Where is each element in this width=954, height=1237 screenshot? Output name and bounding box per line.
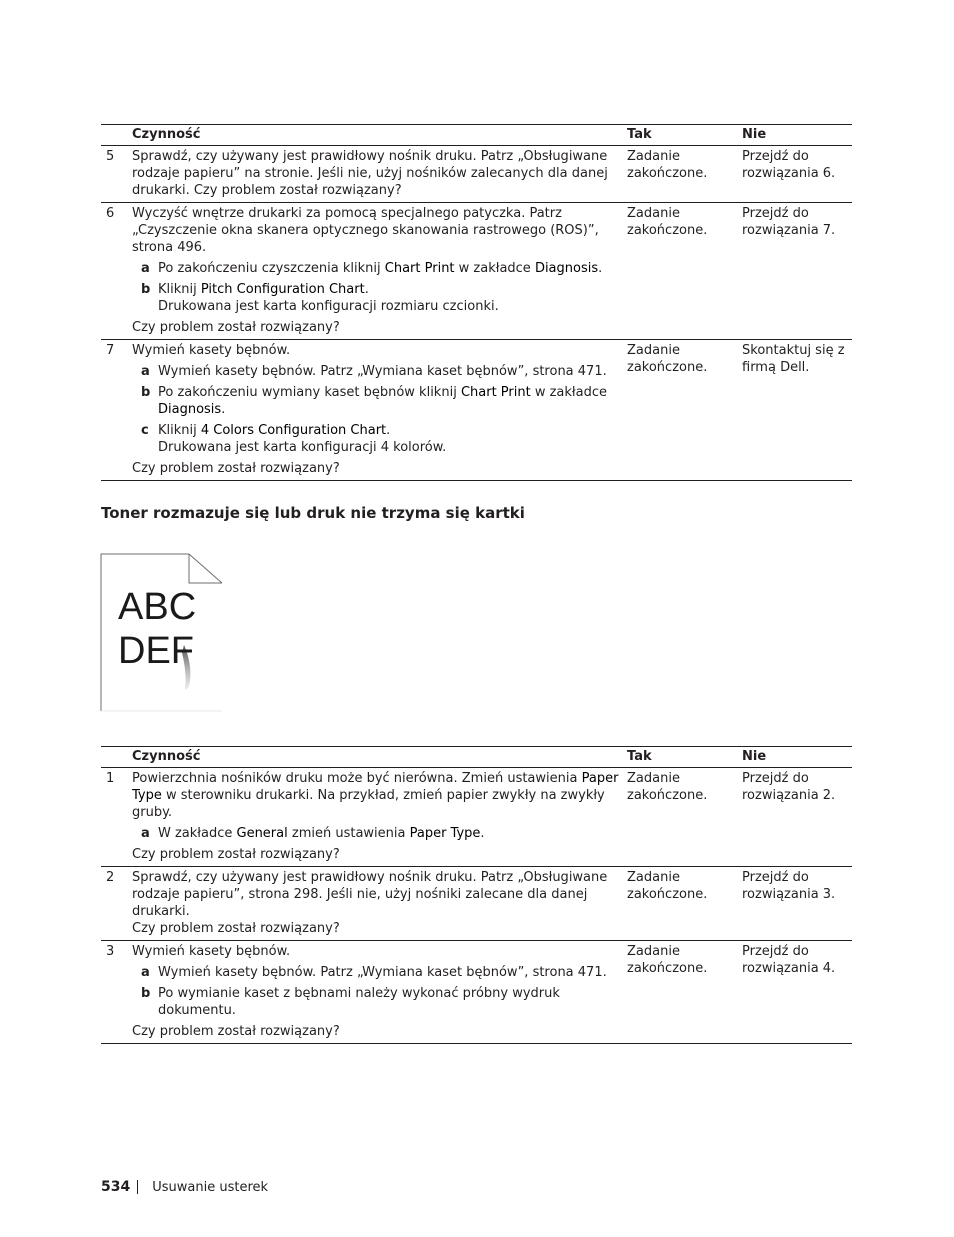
header-num [101, 747, 132, 768]
step-action [132, 768, 627, 867]
troubleshooting-table-1-wrapper [101, 124, 852, 481]
table-row [101, 203, 852, 340]
action-text: Wymień kasety bębnów. [132, 944, 291, 959]
question-text: Czy problem został rozwiązany? [132, 461, 340, 476]
text-fragment: . [480, 826, 485, 841]
header-yes: Tak [627, 747, 742, 768]
sub-step-text [158, 281, 627, 315]
troubleshooting-table-1 [101, 124, 852, 481]
action-text [132, 770, 627, 821]
step-no: Przejdź do rozwiązania 3. [742, 867, 852, 941]
sub-step-b [132, 985, 627, 1019]
ui-term-diagnosis: Diagnosis [534, 261, 599, 276]
question-text: Czy problem został rozwiązany? [132, 320, 340, 335]
sub-step-label: c [141, 423, 149, 438]
sub-step-label: a [141, 826, 150, 841]
table-row [101, 867, 852, 941]
table-header-row [101, 125, 852, 146]
ui-term-chart-print: Chart Print [384, 261, 455, 276]
table-row [101, 941, 852, 1044]
text-fragment: W zakładce [158, 826, 237, 841]
text-fragment: zmień ustawienia [287, 826, 410, 841]
sub-step-a [132, 363, 627, 380]
sub-step-a [132, 964, 627, 981]
sub-step-b [132, 384, 627, 418]
text-fragment: Drukowana jest karta konfiguracji rozmiaru czcionki. [158, 299, 499, 314]
question-text: Czy problem został rozwiązany? [132, 1024, 340, 1039]
step-action [132, 867, 627, 941]
step-number: 1 [106, 771, 115, 786]
text-fragment: Powierzchnia nośników druku może być nierówna. Zmień ustawienia [132, 771, 582, 786]
sub-step-label: a [141, 364, 150, 379]
ui-term-diagnosis: Diagnosis [158, 402, 222, 417]
step-number: 2 [101, 867, 132, 941]
ui-term-paper-type: Paper Type [132, 771, 619, 803]
page-footer [101, 1179, 268, 1195]
text-fragment: . [386, 423, 391, 438]
text-fragment: Kliknij [158, 423, 201, 438]
ui-term-4colors-chart: 4 Colors Configuration Chart [200, 423, 387, 438]
text-fragment: . [221, 402, 226, 417]
page-number: 534 [101, 1179, 131, 1195]
question-text: Czy problem został rozwiązany? [132, 921, 340, 936]
step-action [132, 941, 627, 1044]
sub-step-label: a [141, 261, 150, 276]
text-fragment: Kliknij [158, 282, 201, 297]
step-yes: Zadanie zakończone. [627, 867, 742, 941]
sample-text-abc: ABC [118, 586, 197, 628]
sample-text-def: DEF [118, 630, 194, 672]
question-text: Czy problem został rozwiązany? [132, 847, 340, 862]
text-fragment: Drukowana jest karta konfiguracji 4 kolorów. [158, 440, 447, 455]
step-yes: Zadanie zakończone. [627, 340, 742, 481]
sub-step-text [158, 384, 627, 418]
text-fragment: Po zakończeniu czyszczenia kliknij [158, 261, 385, 276]
troubleshooting-table-2-wrapper [101, 746, 852, 1044]
sub-step-a [132, 260, 627, 277]
header-action: Czynność [132, 747, 627, 768]
section-title: Toner rozmazuje się lub druk nie trzyma się kartki [101, 504, 525, 522]
sub-step-text: Po wymianie kaset z bębnami należy wykonać próbny wydruk dokumentu. [158, 986, 560, 1018]
step-yes: Zadanie zakończone. [627, 203, 742, 340]
sub-step-text [158, 825, 627, 842]
action-text: Wymień kasety bębnów. [132, 343, 291, 358]
table-header-row [101, 747, 852, 768]
ui-term-pitch-chart: Pitch Configuration Chart [200, 282, 365, 297]
table-row [101, 768, 852, 867]
sub-step-text [158, 422, 627, 456]
header-yes: Tak [627, 125, 742, 146]
sub-step-b [132, 281, 627, 315]
step-no: Przejdź do rozwiązania 4. [742, 941, 852, 1044]
text-fragment: . [364, 282, 369, 297]
sub-step-label: a [141, 965, 150, 980]
step-no: Skontaktuj się z firmą Dell. [742, 340, 852, 481]
ui-term-general: General [236, 826, 288, 841]
header-no: Nie [742, 747, 852, 768]
step-number: 6 [101, 203, 132, 340]
step-yes: Zadanie zakończone. [627, 941, 742, 1044]
sub-step-label: b [141, 282, 151, 297]
sub-step-text [158, 260, 627, 277]
step-number: 7 [101, 340, 132, 481]
text-fragment: Po zakończeniu wymiany kaset bębnów kliknij [158, 385, 461, 400]
ui-term-chart-print: Chart Print [460, 385, 531, 400]
ui-term-paper-type: Paper Type [409, 826, 481, 841]
text-fragment: w sterowniku drukarki. Na przykład, zmień papier zwykły na zwykły gruby. [132, 788, 605, 820]
step-yes: Zadanie zakończone. [627, 149, 708, 181]
step-action [132, 203, 627, 340]
action-text: Sprawdź, czy używany jest prawidłowy nośnik druku. Patrz „Obsługiwane rodzaje papieru”, strona 298. Jeśli nie, użyj nośniki zalecane dla danej drukarki. [132, 870, 608, 919]
step-number: 3 [101, 941, 132, 1044]
sub-step-text: Wymień kasety bębnów. Patrz „Wymiana kaset bębnów”, strona 471. [158, 364, 607, 379]
header-num [101, 125, 132, 146]
text-fragment: w zakładce [454, 261, 535, 276]
header-action: Czynność [132, 125, 627, 146]
step-yes: Zadanie zakończone. [627, 771, 708, 803]
step-no: Przejdź do rozwiązania 6. [742, 149, 836, 181]
action-text: Sprawdź, czy używany jest prawidłowy nośnik druku. Patrz „Obsługiwane rodzaje papieru” na stronie. Jeśli nie, użyj nośników zalecanych dla danej drukarki. Czy problem został rozwiązany? [132, 149, 608, 198]
footer-divider [137, 1180, 138, 1194]
sub-step-c [132, 422, 627, 456]
text-fragment: . [598, 261, 603, 276]
smeared-print-illustration [100, 553, 224, 713]
table-row [101, 340, 852, 481]
step-action [132, 146, 627, 203]
step-no: Przejdź do rozwiązania 2. [742, 771, 836, 803]
sub-step-text: Wymień kasety bębnów. Patrz „Wymiana kaset bębnów”, strona 471. [158, 965, 607, 980]
step-action [132, 340, 627, 481]
table-row [101, 146, 852, 203]
step-number: 5 [106, 149, 115, 164]
header-no: Nie [742, 125, 852, 146]
step-no: Przejdź do rozwiązania 7. [742, 203, 852, 340]
sub-step-a [132, 825, 627, 842]
sub-step-label: b [141, 986, 151, 1001]
action-text: Wyczyść wnętrze drukarki za pomocą specjalnego patyczka. Patrz „Czyszczenie okna skanera optycznego skanowania rastrowego (ROS)”, strona 496. [132, 206, 599, 255]
sub-step-label: b [141, 385, 151, 400]
troubleshooting-table-2 [101, 746, 852, 1044]
text-fragment: w zakładce [530, 385, 607, 400]
footer-section-name: Usuwanie usterek [152, 1179, 269, 1195]
